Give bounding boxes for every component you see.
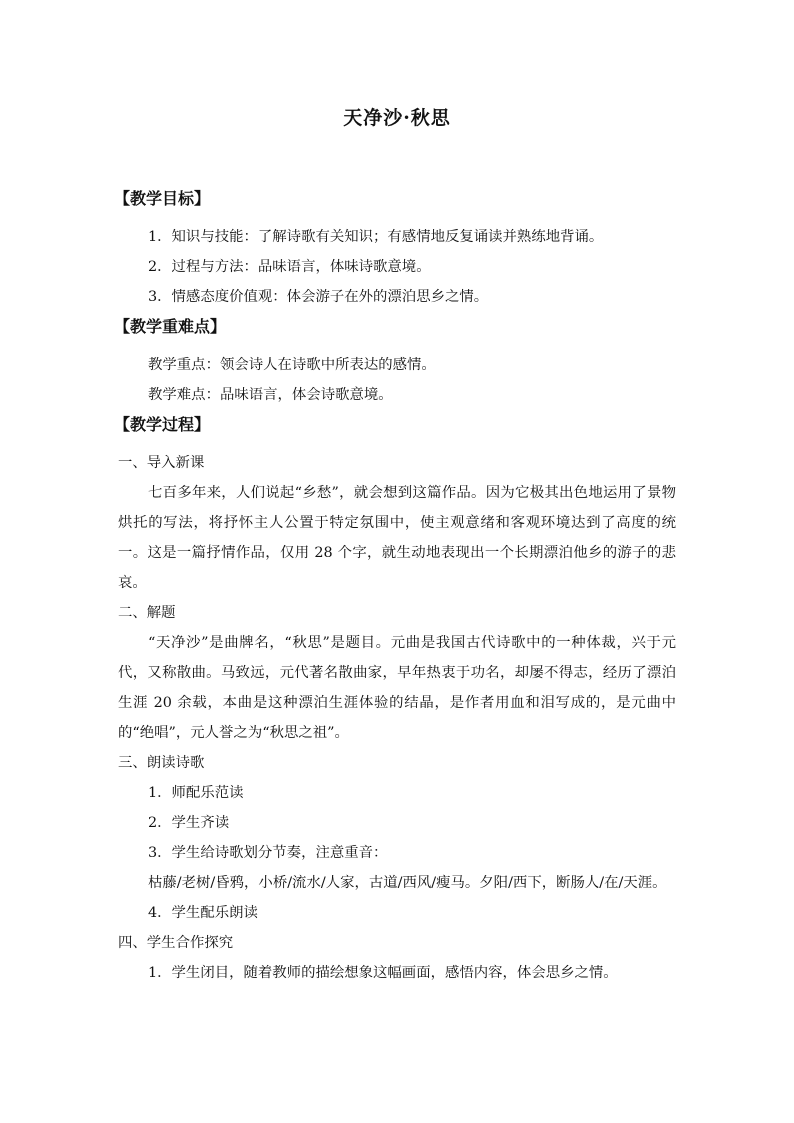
section-heading-process: 【教学过程】 <box>114 415 211 434</box>
keypoint-focus: 教学重点：领会诗人在诗歌中所表达的感情。 <box>148 357 436 373</box>
section-heading-keypoints: 【教学重难点】 <box>114 317 227 336</box>
part-title-reading: 三、朗读诗歌 <box>118 755 205 771</box>
poem-rhythm-text: 枯藤/老树/昏鸦，小桥/流水/人家，古道/西风/瘦马。夕阳/西下，断肠人/在/天涯。 <box>148 875 667 891</box>
part-title-explore: 四、学生合作探究 <box>118 935 234 951</box>
goal-item: 3．情感态度价值观：体会游子在外的漂泊思乡之情。 <box>148 289 489 305</box>
section-heading-goals: 【教学目标】 <box>114 189 211 208</box>
reading-item: 4．学生配乐朗读 <box>148 905 258 921</box>
keypoint-difficulty: 教学难点：品味语言，体会诗歌意境。 <box>148 387 393 403</box>
part-title-intro: 一、导入新课 <box>118 455 205 471</box>
explore-item: 1．学生闭目，随着教师的描绘想象这幅画面，感悟内容，体会思乡之情。 <box>148 965 618 981</box>
reading-item: 2．学生齐读 <box>148 815 230 831</box>
reading-item: 3．学生给诗歌划分节奏，注意重音： <box>148 845 388 861</box>
reading-item: 1．师配乐范读 <box>148 785 244 801</box>
document-title: 天净沙·秋思 <box>343 107 451 129</box>
part-text-explain: “天净沙”是曲牌名，“秋思”是题目。元曲是我国古代诗歌中的一种体裁，兴于元代，又称散曲。马致远，元代著名散曲家，早年热衷于功名，却屡不得志，经历了漂泊生涯 20 余载，本曲是这种漂泊生涯体验的结晶，是作者用血和泪写成的，是元曲中的“绝唱”，元人誉之为“秋思之祖”。 <box>118 635 676 741</box>
goal-item: 1．知识与技能：了解诗歌有关知识；有感情地反复诵读并熟练地背诵。 <box>148 229 604 245</box>
part-text-intro: 七百多年来，人们说起“乡愁”，就会想到这篇作品。因为它极其出色地运用了景物烘托的写法，将抒怀主人公置于特定氛围中，使主观意绪和客观环境达到了高度的统一。这是一篇抒情作品，仅用 28 个字，就生动地表现出一个长期漂泊他乡的游子的悲哀。 <box>118 485 676 591</box>
document-body <box>114 184 676 988</box>
goal-item: 2．过程与方法：品味语言，体味诗歌意境。 <box>148 259 431 275</box>
part-title-explain: 二、解题 <box>118 605 176 621</box>
